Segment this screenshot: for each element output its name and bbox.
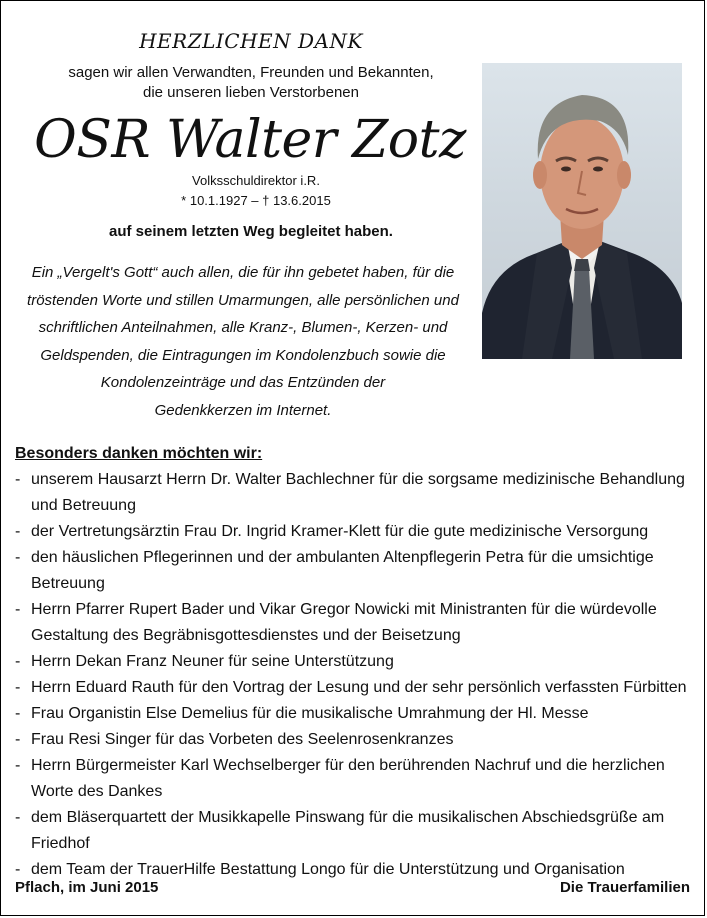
intro-text [21,63,481,103]
intro-line-1: sagen wir allen Verwandten, Freunden und Bekannten, [68,64,434,81]
last-way-text: auf seinem letzten Weg begleitet haben. [109,223,393,240]
place-date: Pflach, im Juni 2015 [15,879,159,896]
special-thanks-section [15,441,695,883]
list-item: - dem Team der TrauerHilfe Bestattung Longo für die Unterstützung und Organisation [15,857,695,883]
gratitude-paragraph [15,259,471,424]
gratitude-line: Ein „Vergelt's Gott“ auch allen, die für ihn gebetet haben, für die [31,264,455,281]
portrait-illustration [482,63,682,359]
gratitude-line: Kondolenzeinträge und das Entzünden der [100,374,386,391]
intro-line-2: die unseren lieben Verstorbenen [143,84,359,101]
section-title: Besonders danken möchten wir: [15,445,263,462]
deceased-title: Volksschuldirektor i.R. [192,173,320,188]
list-item: - Frau Organistin Else Demelius für die musikalische Umrahmung der Hl. Messe [15,701,695,727]
gratitude-line: tröstenden Worte und stillen Umarmungen, alle persönlichen und [27,291,459,309]
list-item: - Frau Resi Singer für das Vorbeten des Seelenrosenkranzes [15,727,695,753]
list-item: - den häuslichen Pflegerinnen und der ambulanten Altenpflegerin Petra für die umsichtige Betreuung [15,545,695,597]
list-item: - unserem Hausarzt Herrn Dr. Walter Bachlechner für die sorgsame medizinische Behandlung und Betreuung [15,467,695,519]
deceased-name: OSR Walter Zotz [34,110,466,170]
heading: HERZLICHEN DANK [139,29,363,53]
gratitude-line: Gedenkkerzen im Internet. [154,401,332,419]
portrait-photo [482,63,682,359]
list-item: - Herrn Eduard Rauth für den Vortrag der Lesung und der sehr persönlich verfassten Fürbitten [15,675,695,701]
thanks-list [15,467,695,883]
gratitude-line: schriftlichen Anteilnahmen, alle Kranz-, Blumen-, Kerzen- und [38,319,448,336]
gratitude-line: Geldspenden, die Eintragungen im Kondolenzbuch sowie die [40,346,446,364]
list-item: - Herrn Bürgermeister Karl Wechselberger für den berührenden Nachruf und die herzlichen Worte des Dankes [15,753,695,805]
list-item: - dem Bläserquartett der Musikkapelle Pinswang für die musikalischen Abschiedsgrüße am Friedhof [15,805,695,857]
list-item: - Herrn Pfarrer Rupert Bader und Vikar Gregor Nowicki mit Ministranten für die würdevolle Gestaltung des Begräbnisgottesdienstes und der Beisetzung [15,597,695,649]
deceased-dates: * 10.1.1927 – † 13.6.2015 [181,193,331,208]
signature: Die Trauerfamilien [559,879,690,896]
list-item: - der Vertretungsärztin Frau Dr. Ingrid Kramer-Klett für die gute medizinische Versorgung [15,519,695,545]
list-item: - Herrn Dekan Franz Neuner für seine Unterstützung [15,649,695,675]
